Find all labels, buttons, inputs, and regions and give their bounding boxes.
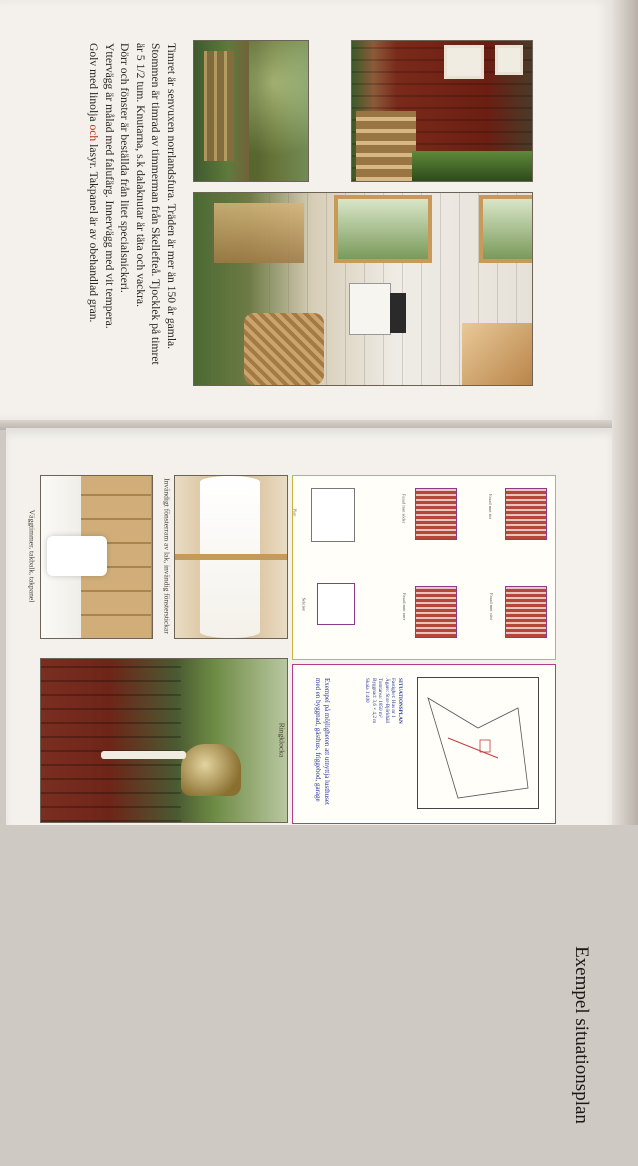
body-line: Yttervägg är målad med falufärg. Innervägg med vit tempera. [102,42,116,329]
body-line: Stommen är timrad av timmerman från Skellefteå. Tjocklek på timret [149,42,163,365]
body-line: Golv med linolja och lasyr. Takpanel är av obehandlad gran. [86,42,100,322]
brochure-page-bottom [6,428,612,1124]
site-line: Byggnad: 3,6 × 4,2 m [370,678,377,724]
drawing-elevation-front [415,488,457,540]
drawing-section [317,583,355,625]
label-plan: Plan [292,508,298,517]
label-back: Fasad mot norr [402,592,408,621]
photo-window-detail [174,475,288,639]
photo-interior [193,192,533,386]
site-plan-text [355,677,411,807]
highlight-word: och [86,123,100,141]
body-text-block [82,40,182,385]
caption-bell: Ringklocka [277,722,287,757]
photo-porch-railing [193,40,309,182]
drawing-elevation-back [415,586,457,638]
site-heading: SITUATIONSPLAN [396,678,403,724]
site-plan-map [417,677,539,809]
section-title [561,904,601,1166]
caption-window-detail: Invändigt fönsterram av lak, invändig fönsterstickar [162,478,172,634]
photo-bell [40,658,288,823]
caption-ceiling: Väggtimmer, takbalk, takpanel [27,509,37,603]
label-section: Sektion [301,597,307,612]
page-title: Exempel situationsplan [571,946,592,1124]
label-east: Fasad mot öst [488,493,494,520]
body-line: Dörr och fönster är beställda från litet specialsnickeri. [118,42,131,293]
site-line: Skala 1:400 [363,678,370,703]
body-line: Timret är senvuxen norrlandsfura. Träden är mer än 150 år gamla. [164,42,178,349]
body-text-lines [85,43,179,383]
page-edge [612,0,638,825]
photo-red-cabin [351,40,533,182]
site-line: Fastighet: Hus nr 1 [390,678,397,718]
label-west: Fasad mot väst [489,593,494,620]
body-line: är 5 1/2 tum. Knutarna, s.k dalaknutar är täta och vackra. [133,42,147,307]
site-plan-sheet [292,664,556,824]
label-front: Fasad mot söder [401,493,407,524]
site-plan-lines [418,678,538,808]
site-note: Exempel på möjligheten att utnyttja lusthuset med en byggnad, gästhus, friggebod, garage [314,678,331,805]
drawings-sheet [292,475,556,660]
drawing-elevation-east [505,488,547,540]
drawing-elevation-west [505,586,547,638]
photo-ceiling-timber [40,475,153,639]
drawing-plan [311,488,355,542]
site-line: Tomtarea: 1850 m² [377,678,383,718]
site-line: Ägare: Stor-Björkhäll [383,678,390,724]
brochure-page-top [0,0,612,420]
